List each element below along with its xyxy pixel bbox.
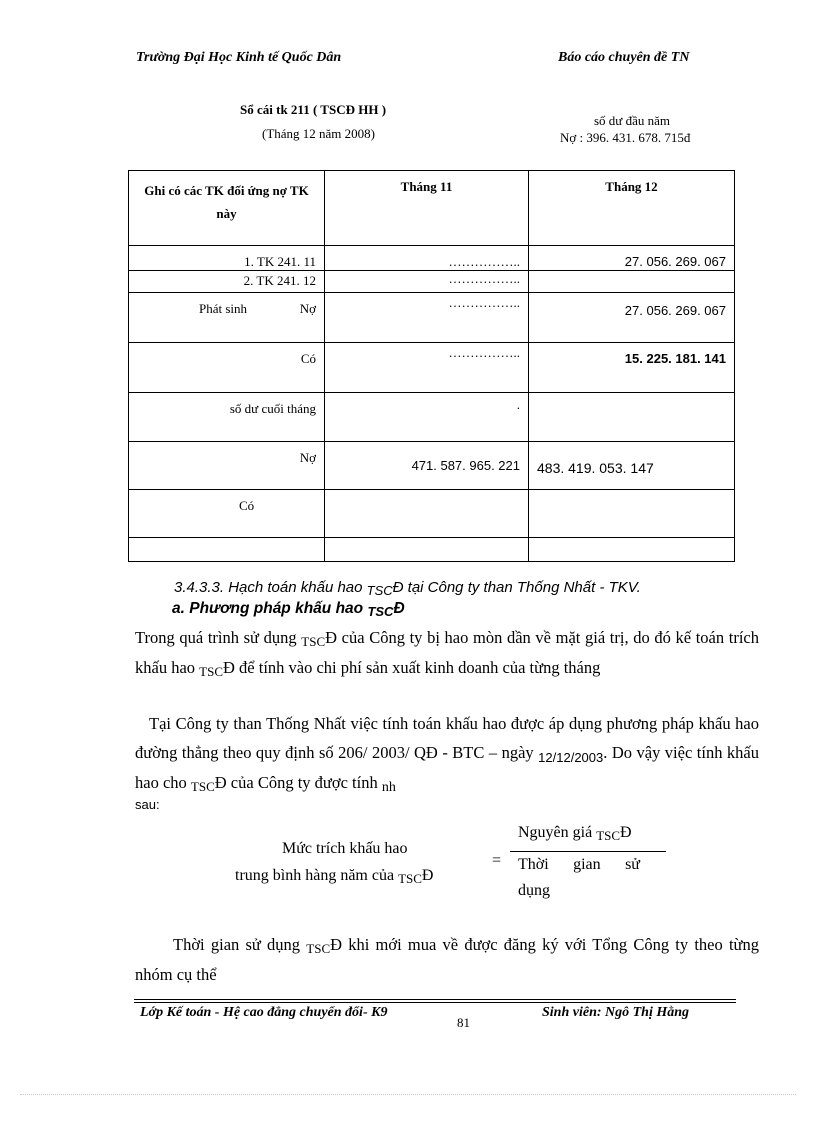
formula-equals: = xyxy=(492,852,502,869)
row-label: Có xyxy=(129,343,325,393)
formula-denominator xyxy=(518,856,640,874)
row-m12 xyxy=(529,538,735,562)
row-label: 1. TK 241. 11 xyxy=(129,246,325,271)
row-label: Có xyxy=(129,490,325,538)
table-row xyxy=(129,442,735,490)
table-row xyxy=(129,393,735,442)
para1-text-1: Trong quá trình sử dụng xyxy=(135,628,302,647)
para2-date: 12/12/2003 xyxy=(538,750,604,765)
row-m11: …………….. xyxy=(325,343,529,393)
formula-lhs-tsc: TSC xyxy=(398,871,422,886)
para2-nh: nh xyxy=(381,780,396,795)
opening-balance-label: số dư đầu năm xyxy=(594,113,671,128)
row-m12 xyxy=(529,393,735,442)
row-label: Nợ xyxy=(129,442,325,490)
table-row xyxy=(129,490,735,538)
section-heading-pre: 3.4.3.3. Hạch toán khấu hao xyxy=(174,579,363,596)
table-header-row xyxy=(129,171,735,246)
row-label: 2. TK 241. 12 xyxy=(129,271,325,293)
row-m12: 27. 056. 269. 067 xyxy=(529,246,735,271)
subsection-heading-tsc: TSC xyxy=(367,604,394,619)
footer-rule-top xyxy=(134,999,736,1000)
ledger-title: Sổ cái tk 211 ( TSCĐ HH ) xyxy=(240,102,387,117)
para2-text-2: . Do vậy việc tính khấu hao cho xyxy=(135,743,759,792)
para3-text-1: Thời gian sử dụng xyxy=(173,935,307,954)
paragraph-3 xyxy=(135,930,759,989)
row-m11: 471. 587. 965. 221 xyxy=(325,442,529,490)
para2-tsc: TSC xyxy=(190,779,215,794)
formula-lhs2-text: trung bình hàng năm của xyxy=(235,867,395,884)
table-row xyxy=(129,246,735,271)
formula-den-1: Thời xyxy=(518,856,549,873)
paragraph-1 xyxy=(135,623,759,683)
section-heading-post: Đ tại Công ty than Thống Nhất - TKV. xyxy=(392,579,641,596)
table-row xyxy=(129,343,735,393)
subsection-heading-pre: a. Phương pháp khấu hao xyxy=(172,600,364,617)
header-account: Ghi có các TK đối ứng nợ TK này xyxy=(129,171,325,246)
row-m11 xyxy=(325,490,529,538)
row-m12: 15. 225. 181. 141 xyxy=(529,343,735,393)
formula-lhs-line2 xyxy=(235,867,433,885)
para2-sau: sau: xyxy=(135,797,160,812)
row-label xyxy=(129,293,325,343)
header-month-12: Tháng 12 xyxy=(529,171,735,246)
header-school: Trường Đại Học Kinh tế Quốc Dân xyxy=(136,50,342,65)
para1-tsc-1: TSC xyxy=(301,634,326,649)
row-label: số dư cuối tháng xyxy=(129,393,325,442)
page-number: 81 xyxy=(457,1015,470,1030)
para2-text-1: Tại Công ty than Thống Nhất việc tính toán khấu hao được áp dụng phương pháp khấu hao đường thẳng theo quy định số 206/ 2003/ QĐ - BTC – ngày xyxy=(135,714,759,762)
header-month-11: Tháng 11 xyxy=(325,171,529,246)
opening-balance-value: Nợ : 396. 431. 678. 715đ xyxy=(560,130,691,145)
formula-den-2: gian xyxy=(573,856,601,873)
section-heading xyxy=(174,579,641,596)
page-edge-divider xyxy=(20,1094,796,1095)
formula-num-tsc: TSC xyxy=(596,828,621,843)
para1-text-3: Đ để tính vào chi phí sản xuất kinh doanh của từng tháng xyxy=(223,658,601,677)
row-m12: 483. 419. 053. 147 xyxy=(529,442,735,490)
subsection-heading-post: Đ xyxy=(393,600,405,617)
para1-text-2: Đ của Công ty bị hao mòn dần về mặt giá trị, do đó kế toán trích khấu hao xyxy=(135,628,759,677)
formula-num-d: Đ xyxy=(620,824,632,841)
row-m11: …………….. xyxy=(325,271,529,293)
table-row xyxy=(129,293,735,343)
section-heading-tsc: TSC xyxy=(366,583,393,598)
table-row xyxy=(129,538,735,562)
fraction-bar xyxy=(510,851,666,852)
row-m12 xyxy=(529,490,735,538)
row-m11: …………….. xyxy=(325,246,529,271)
row-m11 xyxy=(325,538,529,562)
row-label-b: Nợ xyxy=(299,301,316,316)
formula-lhs-line1: Mức trích khấu hao xyxy=(282,840,408,857)
footer-student: Sinh viên: Ngô Thị Hằng xyxy=(542,1005,690,1020)
para3-text-2: Đ khi mới mua về được đăng ký với Tổng Công ty theo từng nhóm cụ thể xyxy=(135,935,759,984)
subsection-heading xyxy=(172,600,405,618)
table-row xyxy=(129,271,735,293)
formula-num-text: Nguyên giá xyxy=(518,824,593,841)
para3-tsc: TSC xyxy=(306,941,331,956)
formula-lhs-d: Đ xyxy=(421,867,434,884)
row-m11: . xyxy=(325,393,529,442)
footer-class: Lớp Kế toán - Hệ cao đẳng chuyển đổi- K9 xyxy=(140,1005,388,1020)
formula-den-3: sử xyxy=(625,856,640,873)
formula-numerator xyxy=(518,824,632,842)
row-m12: 27. 056. 269. 067 xyxy=(529,293,735,343)
ledger-table xyxy=(128,170,735,562)
para2-text-3: Đ của Công ty được tính xyxy=(214,773,382,792)
row-m12 xyxy=(529,271,735,293)
paragraph-2 xyxy=(135,709,759,799)
row-m11: …………….. xyxy=(325,293,529,343)
para1-tsc-2: TSC xyxy=(199,664,223,679)
row-label-a: Phát sinh xyxy=(199,301,248,316)
footer-rule-bottom xyxy=(134,1002,736,1003)
header-report: Báo cáo chuyên đề TN xyxy=(558,50,690,65)
ledger-period: (Tháng 12 năm 2008) xyxy=(262,126,376,141)
formula-den-4: dụng xyxy=(518,882,550,899)
row-label xyxy=(129,538,325,562)
